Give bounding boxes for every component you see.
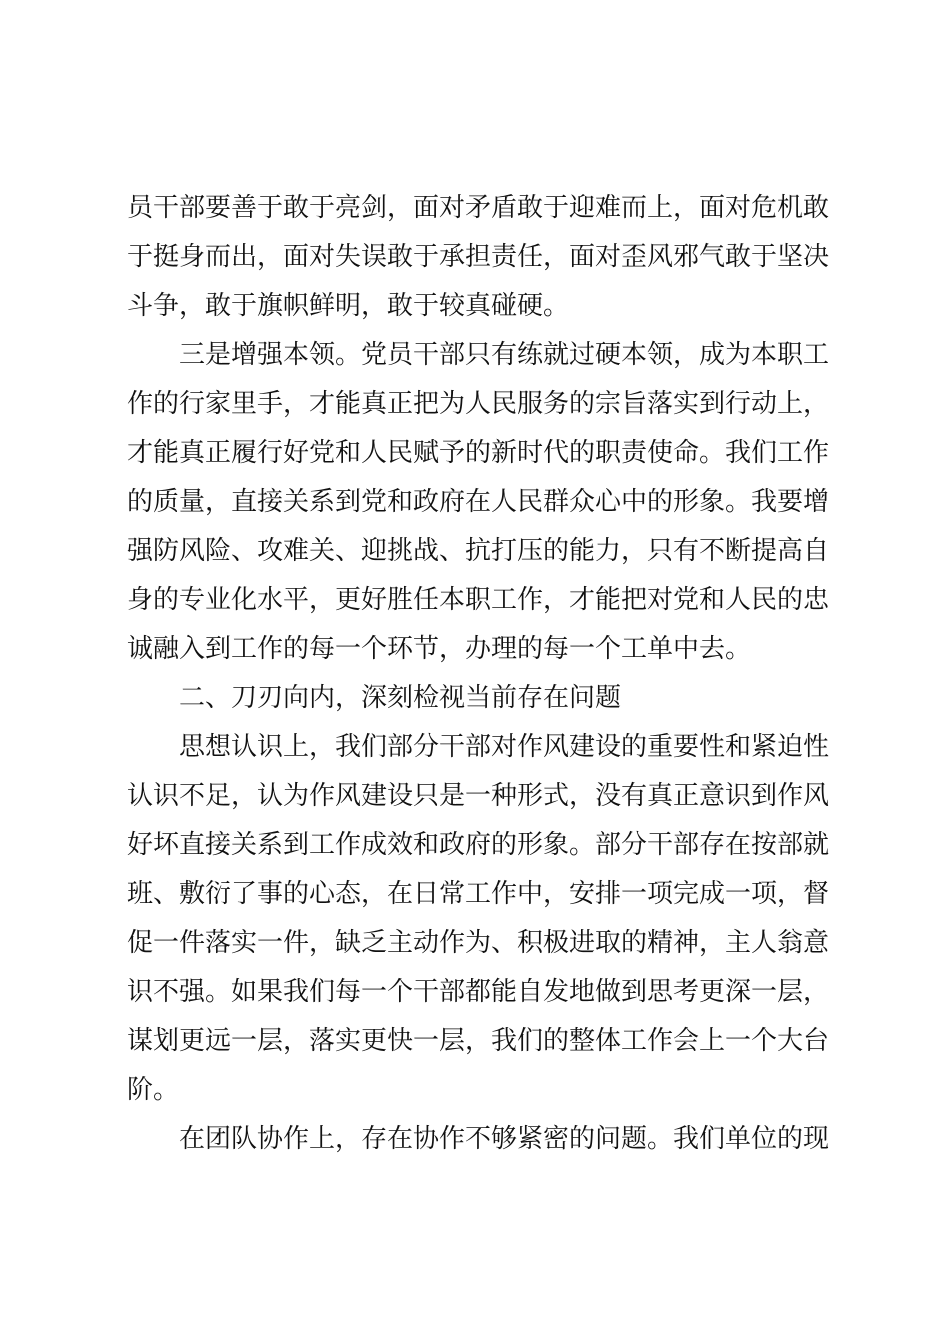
- text-line: 在团队协作上，存在协作不够紧密的问题。我们单位的现: [179, 1124, 830, 1154]
- text-line: 作的行家里手，才能真正把为人民服务的宗旨落实到行动上，: [127, 389, 830, 419]
- paragraph-teamwork: [127, 1115, 833, 1164]
- section-heading: [127, 674, 833, 723]
- text-line: 的质量，直接关系到党和政府在人民群众心中的形象。我要增: [127, 487, 830, 517]
- text-line: 好坏直接关系到工作成效和政府的形象。部分干部存在按部就: [127, 830, 830, 860]
- text-line: 思想认识上，我们部分干部对作风建设的重要性和紧迫性: [179, 732, 830, 762]
- text-line: 才能真正履行好党和人民赋予的新时代的职责使命。我们工作: [127, 438, 830, 468]
- section-heading-text: 二、刀刃向内，深刻检视当前存在问题: [179, 683, 622, 713]
- text-line: 认识不足，认为作风建设只是一种形式，没有真正意识到作风: [127, 781, 830, 811]
- text-line: 识不强。如果我们每一个干部都能自发地做到思考更深一层，: [127, 977, 830, 1007]
- text-line: 促一件落实一件，缺乏主动作为、积极进取的精神，主人翁意: [127, 928, 830, 958]
- text-line: 谋划更远一层，落实更快一层，我们的整体工作会上一个大台: [127, 1026, 830, 1056]
- paragraph-enhance-skills: [127, 331, 833, 674]
- text-line: 于挺身而出，面对失误敢于承担责任，面对歪风邪气敢于坚决: [127, 242, 830, 272]
- text-line: 阶。: [127, 1075, 180, 1105]
- text-line: 强防风险、攻难关、迎挑战、抗打压的能力，只有不断提高自: [127, 536, 830, 566]
- paragraph-thinking: [127, 723, 833, 1115]
- paragraph-discipline: [127, 184, 833, 331]
- text-line: 斗争，敢于旗帜鲜明，敢于较真碰硬。: [127, 291, 570, 321]
- text-line: 身的专业化水平，更好胜任本职工作，才能把对党和人民的忠: [127, 585, 830, 615]
- text-line: 三是增强本领。党员干部只有练就过硬本领，成为本职工: [179, 340, 830, 370]
- document-body: [127, 184, 833, 1164]
- text-line: 员干部要善于敢于亮剑，面对矛盾敢于迎难而上，面对危机敢: [127, 193, 830, 223]
- text-line: 诚融入到工作的每一个环节，办理的每一个工单中去。: [127, 634, 752, 664]
- text-line: 班、敷衍了事的心态，在日常工作中，安排一项完成一项，督: [127, 879, 830, 909]
